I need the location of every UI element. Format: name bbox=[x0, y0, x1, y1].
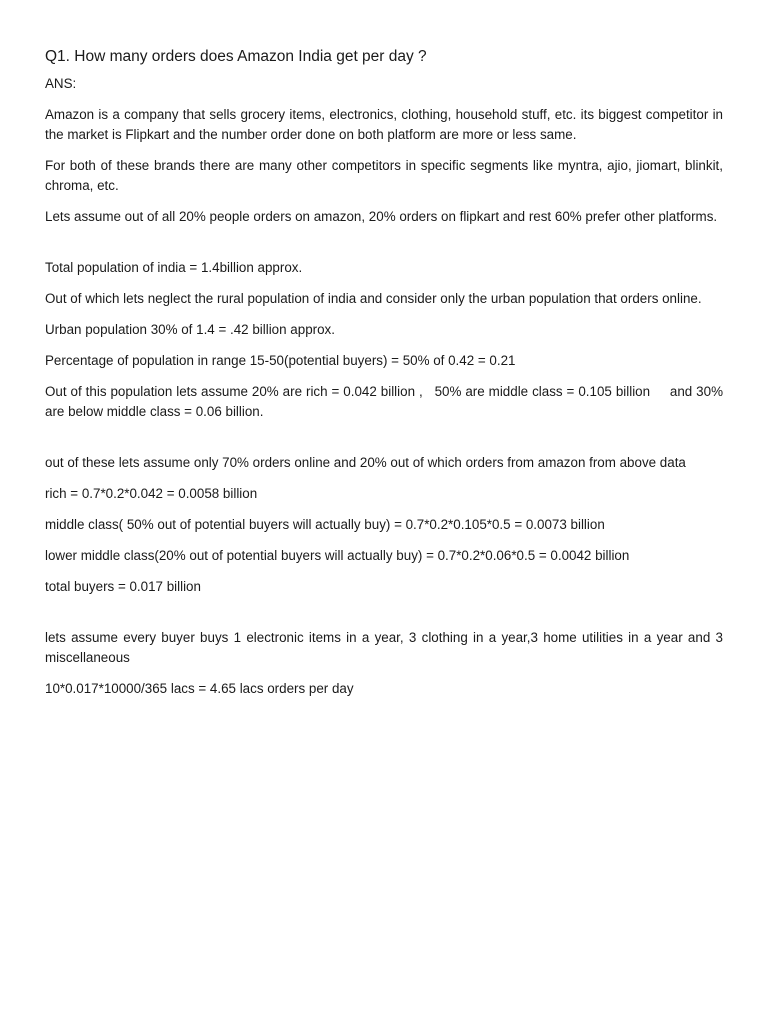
calc-orders-per-day: 10*0.017*10000/365 lacs = 4.65 lacs orders per day bbox=[45, 681, 354, 697]
paragraph-amazon-intro: Amazon is a company that sells grocery items, electronics, clothing, household stuff, etc. its biggest competitor in the market is Flipkart and the number order done on both platform are more or less same. bbox=[45, 106, 723, 142]
paragraph-purchase-assumption: lets assume every buyer buys 1 electronic items in a year, 3 clothing in a year,3 home utilities in a year and 3 miscellaneous bbox=[45, 629, 723, 666]
paragraph-urban-focus: Out of which lets neglect the rural population of india and consider only the urban population that orders online. bbox=[45, 291, 702, 307]
paragraph-market-share: Lets assume out of all 20% people orders on amazon, 20% orders on flipkart and rest 60% prefer other platforms. bbox=[45, 209, 718, 225]
spacer bbox=[45, 433, 723, 454]
paragraph-urban-population: Urban population 30% of 1.4 = .42 billion approx. bbox=[45, 321, 335, 337]
answer-label: ANS: bbox=[45, 76, 77, 91]
paragraph-potential-buyers: Percentage of population in range 15-50(potential buyers) = 50% of 0.42 = 0.21 bbox=[45, 352, 516, 368]
paragraph-online-share: out of these lets assume only 70% orders online and 20% out of which orders from amazon from above data bbox=[45, 455, 686, 471]
calc-lower-middle-class: lower middle class(20% out of potential buyers will actually buy) = 0.7*0.2*0.06*0.5 = 0.0042 billion bbox=[45, 547, 630, 563]
paragraph-competitors: For both of these brands there are many other competitors in specific segments like myntra, ajio, jiomart, blinkit, chroma, etc. bbox=[45, 157, 723, 194]
spacer bbox=[45, 607, 723, 628]
paragraph-total-population: Total population of india = 1.4billion approx. bbox=[45, 260, 303, 276]
calc-total-buyers: total buyers = 0.017 billion bbox=[45, 578, 201, 594]
paragraph-income-split: Out of this population lets assume 20% are rich = 0.042 billion , 50% are middle class = 0.105 billion and 30% are below middle class = 0.06 billion. bbox=[45, 383, 727, 420]
spacer bbox=[45, 238, 723, 259]
question-heading: Q1. How many orders does Amazon India get per day ? bbox=[45, 48, 427, 65]
calc-rich: rich = 0.7*0.2*0.042 = 0.0058 billion bbox=[45, 486, 258, 502]
calc-middle-class: middle class( 50% out of potential buyers will actually buy) = 0.7*0.2*0.105*0.5 = 0.0073 billion bbox=[45, 516, 605, 532]
